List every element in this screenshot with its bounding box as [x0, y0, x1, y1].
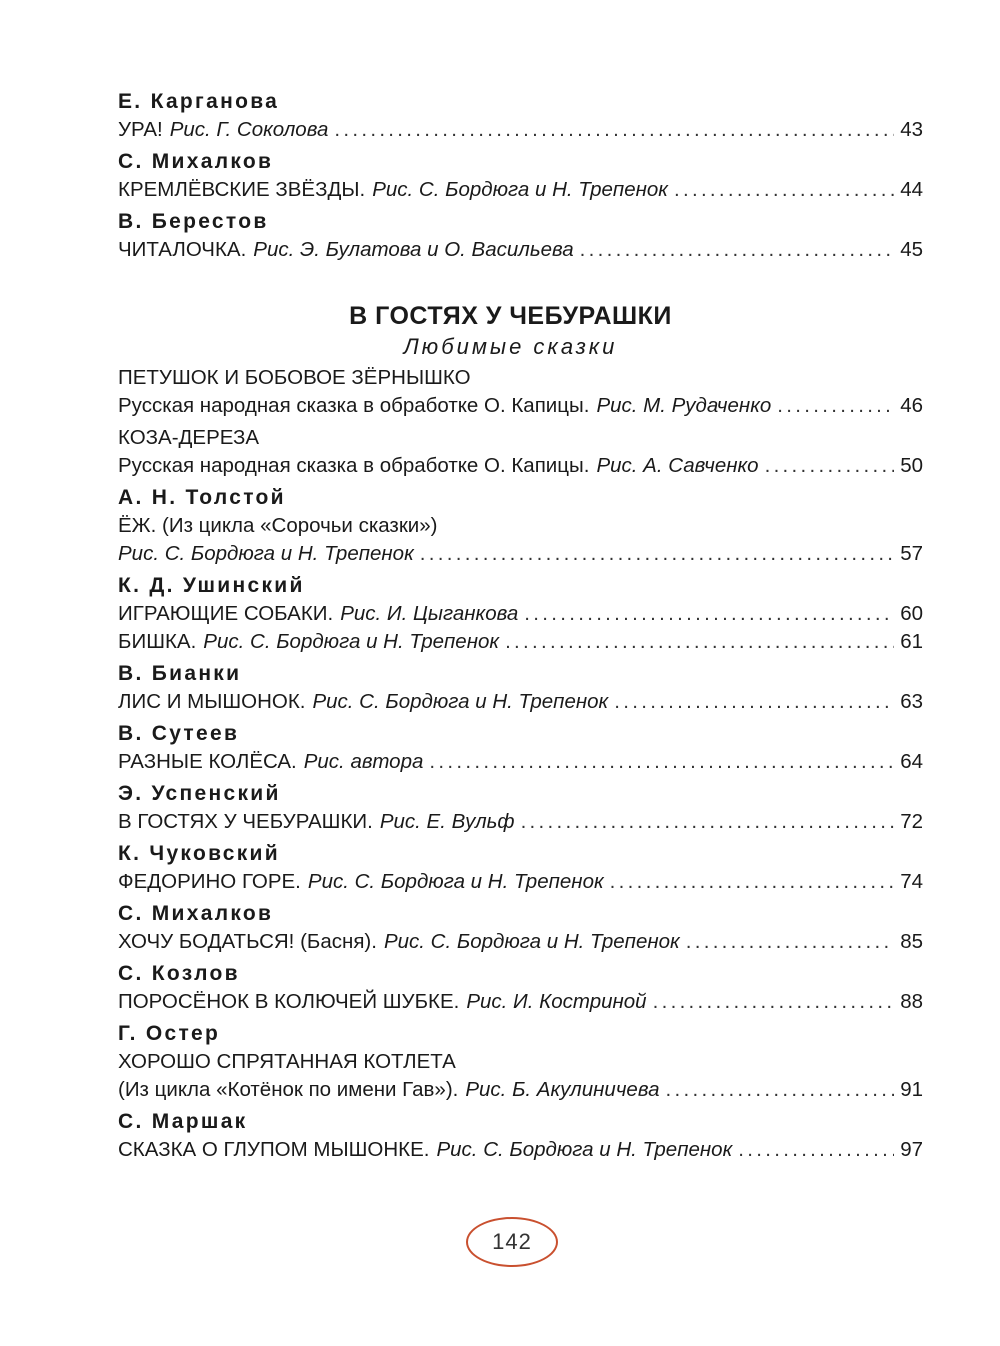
toc-line	[118, 116, 923, 144]
dot-leader	[653, 988, 895, 1016]
toc-line	[118, 988, 923, 1016]
illustrator: Рис. С. Бордюга и Н. Трепенок	[118, 542, 414, 565]
page-ref: 44	[900, 178, 923, 201]
toc-entry	[118, 208, 923, 264]
toc-entry	[118, 1020, 923, 1104]
dot-leader	[614, 688, 894, 716]
work-title: БИШКА.	[118, 630, 197, 653]
toc-entry	[118, 720, 923, 776]
toc-line	[118, 688, 923, 716]
page-ref: 57	[900, 542, 923, 565]
toc-line	[118, 1136, 923, 1164]
page-ref: 61	[900, 630, 923, 653]
toc-entry	[118, 88, 923, 144]
toc-entry	[118, 364, 923, 420]
dot-leader	[429, 748, 894, 776]
author-name: Г. Остер	[118, 1022, 221, 1045]
toc-entry	[118, 960, 923, 1016]
page-ref: 60	[900, 602, 923, 625]
page-ref: 46	[900, 394, 923, 417]
toc-line	[118, 868, 923, 896]
page-ref: 97	[900, 1138, 923, 1161]
illustrator: Рис. Э. Булатова и О. Васильева	[253, 238, 574, 261]
illustrator: Рис. автора	[303, 750, 424, 773]
toc-entry	[118, 840, 923, 896]
page-ref: 50	[900, 454, 923, 477]
toc-line	[118, 540, 923, 568]
work-title: ПЕТУШОК И БОБОВОЕ ЗЁРНЫШКО	[118, 366, 471, 389]
dot-leader	[524, 600, 894, 628]
dot-leader	[580, 236, 895, 264]
illustrator: Рис. С. Бордюга и Н. Трепенок	[307, 870, 604, 893]
toc-line	[118, 600, 923, 628]
author-name: С. Михалков	[118, 902, 274, 925]
dot-leader	[666, 1076, 895, 1104]
work-title: ПОРОСЁНОК В КОЛЮЧЕЙ ШУБКЕ.	[118, 990, 460, 1013]
illustrator: Рис. И. Цыганкова	[340, 602, 519, 625]
illustrator: Рис. С. Бордюга и Н. Трепенок	[312, 690, 609, 713]
page-ref: 43	[900, 118, 923, 141]
dot-leader	[777, 392, 894, 420]
work-title: ИГРАЮЩИЕ СОБАКИ.	[118, 602, 334, 625]
work-title: ЛИС И МЫШОНОК.	[118, 690, 306, 713]
toc-entry	[118, 780, 923, 836]
page-number: 142	[466, 1217, 558, 1267]
author-name: С. Козлов	[118, 962, 240, 985]
page-ref: 64	[900, 750, 923, 773]
toc-line	[118, 452, 923, 480]
page-ref: 45	[900, 238, 923, 261]
toc-line	[118, 628, 923, 656]
work-title: КОЗА-ДЕРЕЗА	[118, 426, 260, 449]
page-ref: 74	[900, 870, 923, 893]
work-title: ЁЖ. (Из цикла «Сорочьи сказки»)	[118, 514, 438, 537]
dot-leader	[420, 540, 894, 568]
illustrator: Рис. С. Бордюга и Н. Трепенок	[436, 1138, 733, 1161]
illustrator: Рис. М. Рудаченко	[596, 394, 772, 417]
dot-leader	[765, 452, 895, 480]
page-ref: 85	[900, 930, 923, 953]
author-name: А. Н. Толстой	[118, 486, 286, 509]
author-name: С. Михалков	[118, 150, 274, 173]
author-name: Е. Карганова	[118, 90, 280, 113]
page-ref: 63	[900, 690, 923, 713]
illustrator: Рис. С. Бордюга и Н. Трепенок	[383, 930, 680, 953]
section-title: В ГОСТЯХ У ЧЕБУРАШКИ	[349, 302, 672, 330]
work-title: СКАЗКА О ГЛУПОМ МЫШОНКЕ.	[118, 1138, 430, 1161]
author-name: К. Д. Ушинский	[118, 574, 305, 597]
toc-entry	[118, 148, 923, 204]
toc-line	[118, 392, 923, 420]
author-name: В. Сутеев	[118, 722, 240, 745]
toc-entry	[118, 900, 923, 956]
work-title: ХОЧУ БОДАТЬСЯ! (Басня).	[118, 930, 377, 953]
illustrator: Рис. Е. Вульф	[379, 810, 515, 833]
illustrator: Рис. Г. Соколова	[169, 118, 329, 141]
toc-line	[118, 176, 923, 204]
work-title: ФЕДОРИНО ГОРЕ.	[118, 870, 301, 893]
illustrator: Рис. С. Бордюга и Н. Трепенок	[203, 630, 500, 653]
toc-entry	[118, 484, 923, 568]
illustrator: Рис. И. Костриной	[466, 990, 647, 1013]
page-ref: 91	[900, 1078, 923, 1101]
toc-line	[118, 1076, 923, 1104]
illustrator: Рис. С. Бордюга и Н. Трепенок	[372, 178, 668, 201]
work-title: ХОРОШО СПРЯТАННАЯ КОТЛЕТА	[118, 1050, 456, 1073]
author-name: В. Бианки	[118, 662, 242, 685]
illustrator: Рис. А. Савченко	[596, 454, 759, 477]
work-title: В ГОСТЯХ У ЧЕБУРАШКИ.	[118, 810, 373, 833]
work-description: Русская народная сказка в обработке О. Капицы.	[118, 394, 590, 417]
work-description: (Из цикла «Котёнок по имени Гав»).	[118, 1078, 459, 1101]
section-subtitle: Любимые сказки	[403, 334, 618, 359]
dot-leader	[674, 176, 894, 204]
dot-leader	[505, 628, 894, 656]
author-name: С. Маршак	[118, 1110, 248, 1133]
dot-leader	[521, 808, 895, 836]
dot-leader	[610, 868, 895, 896]
work-title: РАЗНЫЕ КОЛЁСА.	[118, 750, 297, 773]
page-ref: 88	[900, 990, 923, 1013]
dot-leader	[334, 116, 894, 144]
illustrator: Рис. Б. Акулиничева	[465, 1078, 660, 1101]
author-name: В. Берестов	[118, 210, 269, 233]
toc-line	[118, 236, 923, 264]
toc-entry	[118, 1108, 923, 1164]
author-name: Э. Успенский	[118, 782, 281, 805]
author-name: К. Чуковский	[118, 842, 280, 865]
toc-line	[118, 928, 923, 956]
toc-entry	[118, 660, 923, 716]
dot-leader	[738, 1136, 894, 1164]
toc-entry	[118, 572, 923, 656]
table-of-contents	[118, 84, 923, 1164]
page-ref: 72	[900, 810, 923, 833]
toc-line	[118, 748, 923, 776]
work-title: КРЕМЛЁВСКИЕ ЗВЁЗДЫ.	[118, 178, 366, 201]
toc-entry	[118, 424, 923, 480]
dot-leader	[686, 928, 894, 956]
work-title: УРА!	[118, 118, 163, 141]
work-description: Русская народная сказка в обработке О. Капицы.	[118, 454, 590, 477]
toc-line	[118, 808, 923, 836]
work-title: ЧИТАЛОЧКА.	[118, 238, 247, 261]
